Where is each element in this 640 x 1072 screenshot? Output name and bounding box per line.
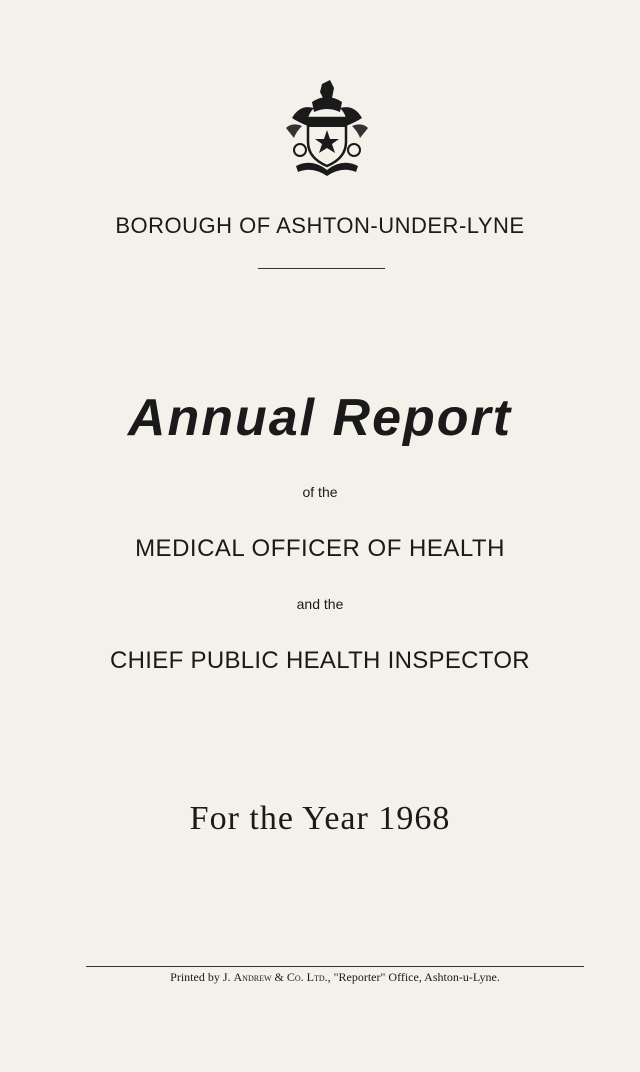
imprint-rule bbox=[86, 966, 584, 967]
officer-title: MEDICAL OFFICER OF HEALTH bbox=[135, 535, 505, 562]
report-year: For the Year 1968 bbox=[189, 800, 451, 837]
connector-text: and the bbox=[296, 596, 344, 612]
imprint-suffix: "Reporter" Office, Ashton-u-Lyne. bbox=[333, 970, 500, 984]
imprint-printer-name: Andrew & Co. Ltd., bbox=[233, 970, 331, 984]
printer-imprint bbox=[86, 970, 584, 985]
imprint-prefix: Printed by J. bbox=[170, 970, 231, 984]
connector-text: of the bbox=[302, 484, 338, 500]
report-title: Annual Report bbox=[127, 389, 513, 447]
borough-heading: BOROUGH OF ASHTON-UNDER-LYNE bbox=[115, 213, 525, 238]
borough-coat-of-arms-icon bbox=[282, 78, 372, 182]
divider-rule bbox=[258, 268, 385, 269]
inspector-title: CHIEF PUBLIC HEALTH INSPECTOR bbox=[110, 647, 530, 674]
